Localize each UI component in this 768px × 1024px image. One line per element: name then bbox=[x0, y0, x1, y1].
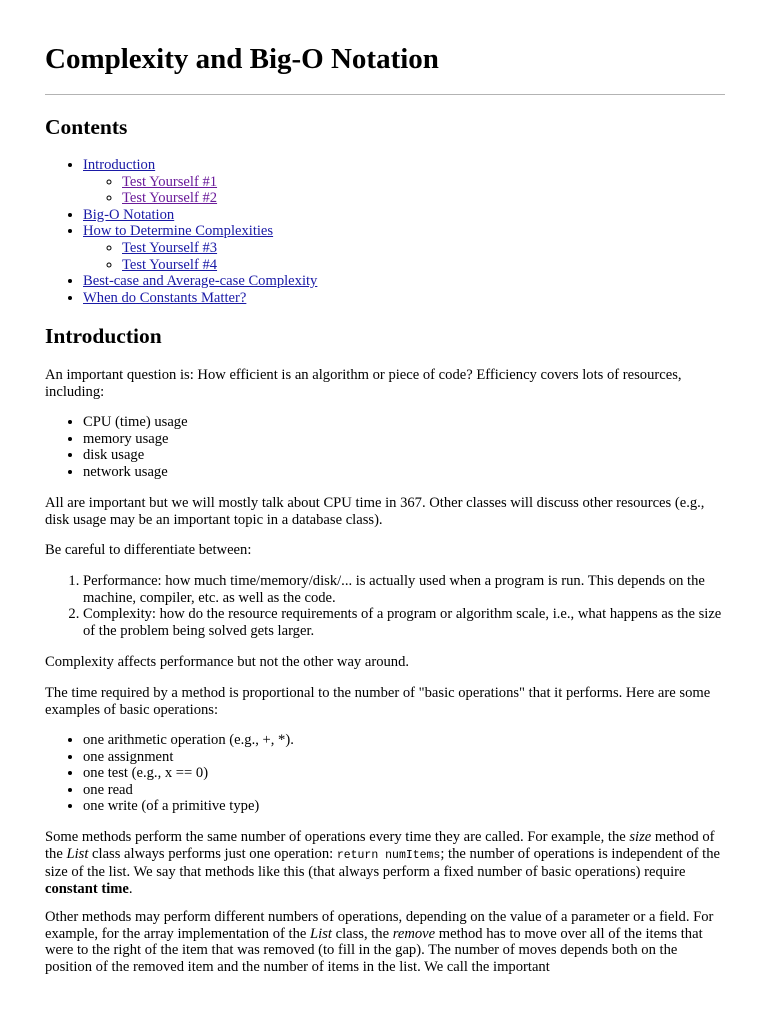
list-item: • disk usage bbox=[83, 447, 727, 464]
term-remove: remove bbox=[392, 925, 436, 942]
term-list: List bbox=[66, 845, 89, 862]
list-item: 2. Complexity: how do the resource requirements of a program or algorithm scale, i.e., what happens as the size of the problem being solved gets larger. bbox=[83, 606, 727, 639]
toc-link-test-yourself-2[interactable]: Test Yourself #2 bbox=[122, 190, 218, 207]
code-return-numitems: return numItems bbox=[336, 848, 441, 862]
intro-paragraph-3: Be careful to differentiate between: bbox=[45, 542, 252, 558]
text-run: method has to move over all of the items that were to the right of the item that was removed (to fill in the gap). The number of moves depends both on the position of the removed item and the number of items in the list. We call the important bbox=[45, 925, 703, 975]
intro-paragraph-5: The time required by a method is proportional to the number of "basic operations" that it performs. Here are some examples of basic operations: bbox=[45, 685, 711, 718]
table-of-contents bbox=[45, 157, 727, 306]
operations-list-container bbox=[45, 732, 727, 815]
toc-link-introduction[interactable]: Introduction bbox=[83, 157, 156, 173]
text-run: ; the number of operations is independent of the size of the list. We say that methods like this (that always perform a fixed number of basic operations) require bbox=[45, 845, 720, 881]
toc-item bbox=[83, 223, 727, 273]
toc-link-test-yourself-4[interactable]: Test Yourself #4 bbox=[122, 256, 218, 273]
introduction-heading: Introduction bbox=[45, 324, 162, 348]
intro-paragraph-1: An important question is: How efficient is an algorithm or piece of code? Efficiency covers lots of resources, including: bbox=[45, 367, 682, 400]
toc-link-when-do-constants-matter[interactable]: When do Constants Matter? bbox=[83, 289, 247, 306]
list-item: • CPU (time) usage bbox=[83, 414, 727, 431]
term-size: size bbox=[629, 829, 652, 845]
text-run: class always performs just one operation: bbox=[88, 845, 337, 862]
intro-paragraph-6 bbox=[45, 829, 727, 897]
contents-heading: Contents bbox=[45, 115, 128, 139]
list-item: • memory usage bbox=[83, 431, 727, 448]
text-run: class, the bbox=[331, 925, 393, 942]
page-title: Complexity and Big-O Notation bbox=[45, 43, 439, 75]
list-item: • one assignment bbox=[83, 749, 727, 766]
toc-subitem bbox=[122, 174, 727, 191]
toc-link-test-yourself-3[interactable]: Test Yourself #3 bbox=[122, 239, 218, 256]
resources-list bbox=[45, 414, 727, 480]
toc-link-big-o-notation[interactable]: Big-O Notation bbox=[83, 206, 175, 223]
intro-paragraph-7 bbox=[45, 909, 727, 975]
list-item: 1. Performance: how much time/memory/disk/... is actually used when a program is run. This depends on the machine, compiler, etc. as well as the code. bbox=[83, 573, 727, 606]
text-run: Other methods may perform different numbers of operations, depending on the value of a parameter or a field. For example, for the array implementation of the bbox=[45, 909, 714, 942]
differences-list bbox=[45, 573, 727, 639]
toc-item bbox=[83, 273, 727, 290]
list-item: • one write (of a primitive type) bbox=[83, 798, 727, 815]
term-list: List bbox=[310, 925, 332, 942]
operations-list bbox=[45, 732, 727, 815]
text-run: method of the bbox=[45, 829, 715, 862]
title-divider bbox=[45, 94, 725, 95]
toc-subitem bbox=[122, 240, 727, 257]
toc-item bbox=[83, 207, 727, 224]
toc-subitem bbox=[122, 190, 727, 207]
list-item: • one test (e.g., x == 0) bbox=[83, 765, 727, 782]
toc-item bbox=[83, 157, 727, 207]
text-run: Some methods perform the same number of operations every time they are called. For example, the bbox=[45, 829, 630, 845]
intro-paragraph-2: All are important but we will mostly talk about CPU time in 367. Other classes will discuss other resources (e.g., disk usage may be an important topic in a database class). bbox=[45, 495, 705, 528]
toc-item bbox=[83, 290, 727, 307]
text-run: . bbox=[128, 880, 133, 897]
differences-list-container bbox=[45, 573, 727, 639]
toc-link-best-case-average-case[interactable]: Best-case and Average-case Complexity bbox=[83, 273, 318, 290]
intro-paragraph-4: Complexity affects performance but not the other way around. bbox=[45, 654, 410, 670]
toc-list bbox=[45, 157, 727, 306]
list-item: • one arithmetic operation (e.g., +, *). bbox=[83, 732, 727, 749]
term-constant-time: constant time bbox=[45, 880, 129, 897]
toc-sublist bbox=[83, 240, 727, 273]
list-item: • one read bbox=[83, 782, 727, 799]
list-item: • network usage bbox=[83, 464, 727, 481]
toc-link-how-to-determine-complexities[interactable]: How to Determine Complexities bbox=[83, 223, 274, 240]
toc-sublist bbox=[83, 174, 727, 207]
resources-list-container bbox=[45, 414, 727, 480]
toc-subitem bbox=[122, 257, 727, 274]
toc-link-test-yourself-1[interactable]: Test Yourself #1 bbox=[122, 173, 218, 190]
